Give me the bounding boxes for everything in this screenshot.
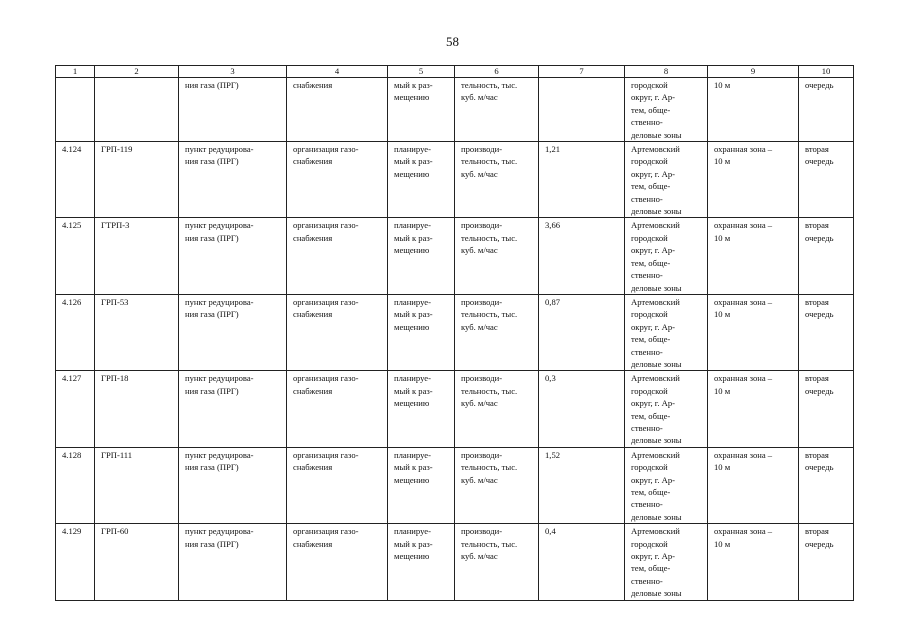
cell-code: ГРП-60 (95, 524, 179, 600)
cell-name: пункт редуцирова- ния газа (ПРГ) (179, 447, 287, 523)
column-number: 4 (287, 66, 388, 78)
cell-location: Артемовский городской округ, г. Ар- тем, обще- ственно- деловые зоны (625, 294, 708, 370)
cell-num: 4.126 (56, 294, 95, 370)
cell-param: производи- тельность, тыс. куб. м/час (455, 142, 539, 218)
cell-status: планируе- мый к раз- мещению (388, 142, 455, 218)
cell-org: организация газо- снабжения (287, 142, 388, 218)
cell-name: ния газа (ПРГ) (179, 78, 287, 142)
cell-stage: вторая очередь (799, 447, 854, 523)
cell-num (56, 78, 95, 142)
cell-stage: очередь (799, 78, 854, 142)
cell-num: 4.127 (56, 371, 95, 447)
cell-name: пункт редуцирова- ния газа (ПРГ) (179, 524, 287, 600)
cell-name: пункт редуцирова- ния газа (ПРГ) (179, 218, 287, 294)
column-number: 6 (455, 66, 539, 78)
cell-value: 0,3 (539, 371, 625, 447)
table-row (56, 447, 854, 523)
cell-status: планируе- мый к раз- мещению (388, 218, 455, 294)
cell-param: производи- тельность, тыс. куб. м/час (455, 294, 539, 370)
column-number: 5 (388, 66, 455, 78)
cell-name: пункт редуцирова- ния газа (ПРГ) (179, 371, 287, 447)
cell-zone: охранная зона – 10 м (708, 371, 799, 447)
column-number-row (56, 66, 854, 78)
table-row (56, 371, 854, 447)
cell-location: Артемовский городской округ, г. Ар- тем, обще- ственно- деловые зоны (625, 524, 708, 600)
cell-num: 4.128 (56, 447, 95, 523)
cell-zone: охранная зона – 10 м (708, 142, 799, 218)
column-number: 3 (179, 66, 287, 78)
cell-location: Артемовский городской округ, г. Ар- тем, обще- ственно- деловые зоны (625, 142, 708, 218)
cell-num: 4.125 (56, 218, 95, 294)
cell-code (95, 78, 179, 142)
cell-org: организация газо- снабжения (287, 371, 388, 447)
cell-org: снабжения (287, 78, 388, 142)
cell-status: планируе- мый к раз- мещению (388, 524, 455, 600)
cell-param: производи- тельность, тыс. куб. м/час (455, 447, 539, 523)
cell-code: ГРП-111 (95, 447, 179, 523)
cell-param: производи- тельность, тыс. куб. м/час (455, 371, 539, 447)
cell-code: ГРП-119 (95, 142, 179, 218)
page-number: 58 (446, 34, 459, 49)
table-row (56, 294, 854, 370)
cell-param: тельность, тыс. куб. м/час (455, 78, 539, 142)
objects-table (55, 65, 854, 601)
column-number: 7 (539, 66, 625, 78)
column-number: 1 (56, 66, 95, 78)
table-row (56, 142, 854, 218)
cell-code: ГТРП-3 (95, 218, 179, 294)
cell-num: 4.124 (56, 142, 95, 218)
table-row (56, 524, 854, 600)
cell-location: Артемовский городской округ, г. Ар- тем, обще- ственно- деловые зоны (625, 371, 708, 447)
column-number: 10 (799, 66, 854, 78)
cell-zone: охранная зона – 10 м (708, 294, 799, 370)
cell-stage: вторая очередь (799, 294, 854, 370)
cell-value: 3,66 (539, 218, 625, 294)
cell-stage: вторая очередь (799, 524, 854, 600)
cell-stage: вторая очередь (799, 218, 854, 294)
column-number: 8 (625, 66, 708, 78)
cell-value: 1,52 (539, 447, 625, 523)
column-number: 2 (95, 66, 179, 78)
cell-value: 1,21 (539, 142, 625, 218)
cell-code: ГРП-53 (95, 294, 179, 370)
cell-status: планируе- мый к раз- мещению (388, 371, 455, 447)
cell-org: организация газо- снабжения (287, 524, 388, 600)
cell-zone: охранная зона – 10 м (708, 447, 799, 523)
cell-stage: вторая очередь (799, 371, 854, 447)
cell-value (539, 78, 625, 142)
cell-zone: 10 м (708, 78, 799, 142)
cell-location: Артемовский городской округ, г. Ар- тем, обще- ственно- деловые зоны (625, 447, 708, 523)
cell-value: 0,87 (539, 294, 625, 370)
table-row (56, 218, 854, 294)
cell-code: ГРП-18 (95, 371, 179, 447)
cell-param: производи- тельность, тыс. куб. м/час (455, 524, 539, 600)
cell-value: 0,4 (539, 524, 625, 600)
table-body (56, 66, 854, 601)
cell-status: планируе- мый к раз- мещению (388, 294, 455, 370)
continuation-row (56, 78, 854, 142)
cell-org: организация газо- снабжения (287, 447, 388, 523)
cell-num: 4.129 (56, 524, 95, 600)
cell-name: пункт редуцирова- ния газа (ПРГ) (179, 294, 287, 370)
cell-param: производи- тельность, тыс. куб. м/час (455, 218, 539, 294)
column-number: 9 (708, 66, 799, 78)
cell-location: Артемовский городской округ, г. Ар- тем, обще- ственно- деловые зоны (625, 218, 708, 294)
cell-zone: охранная зона – 10 м (708, 524, 799, 600)
cell-zone: охранная зона – 10 м (708, 218, 799, 294)
cell-name: пункт редуцирова- ния газа (ПРГ) (179, 142, 287, 218)
cell-location: городской округ, г. Ар- тем, обще- ственно- деловые зоны (625, 78, 708, 142)
cell-stage: вторая очередь (799, 142, 854, 218)
cell-org: организация газо- снабжения (287, 218, 388, 294)
cell-status: планируе- мый к раз- мещению (388, 447, 455, 523)
cell-org: организация газо- снабжения (287, 294, 388, 370)
cell-status: мый к раз- мещению (388, 78, 455, 142)
